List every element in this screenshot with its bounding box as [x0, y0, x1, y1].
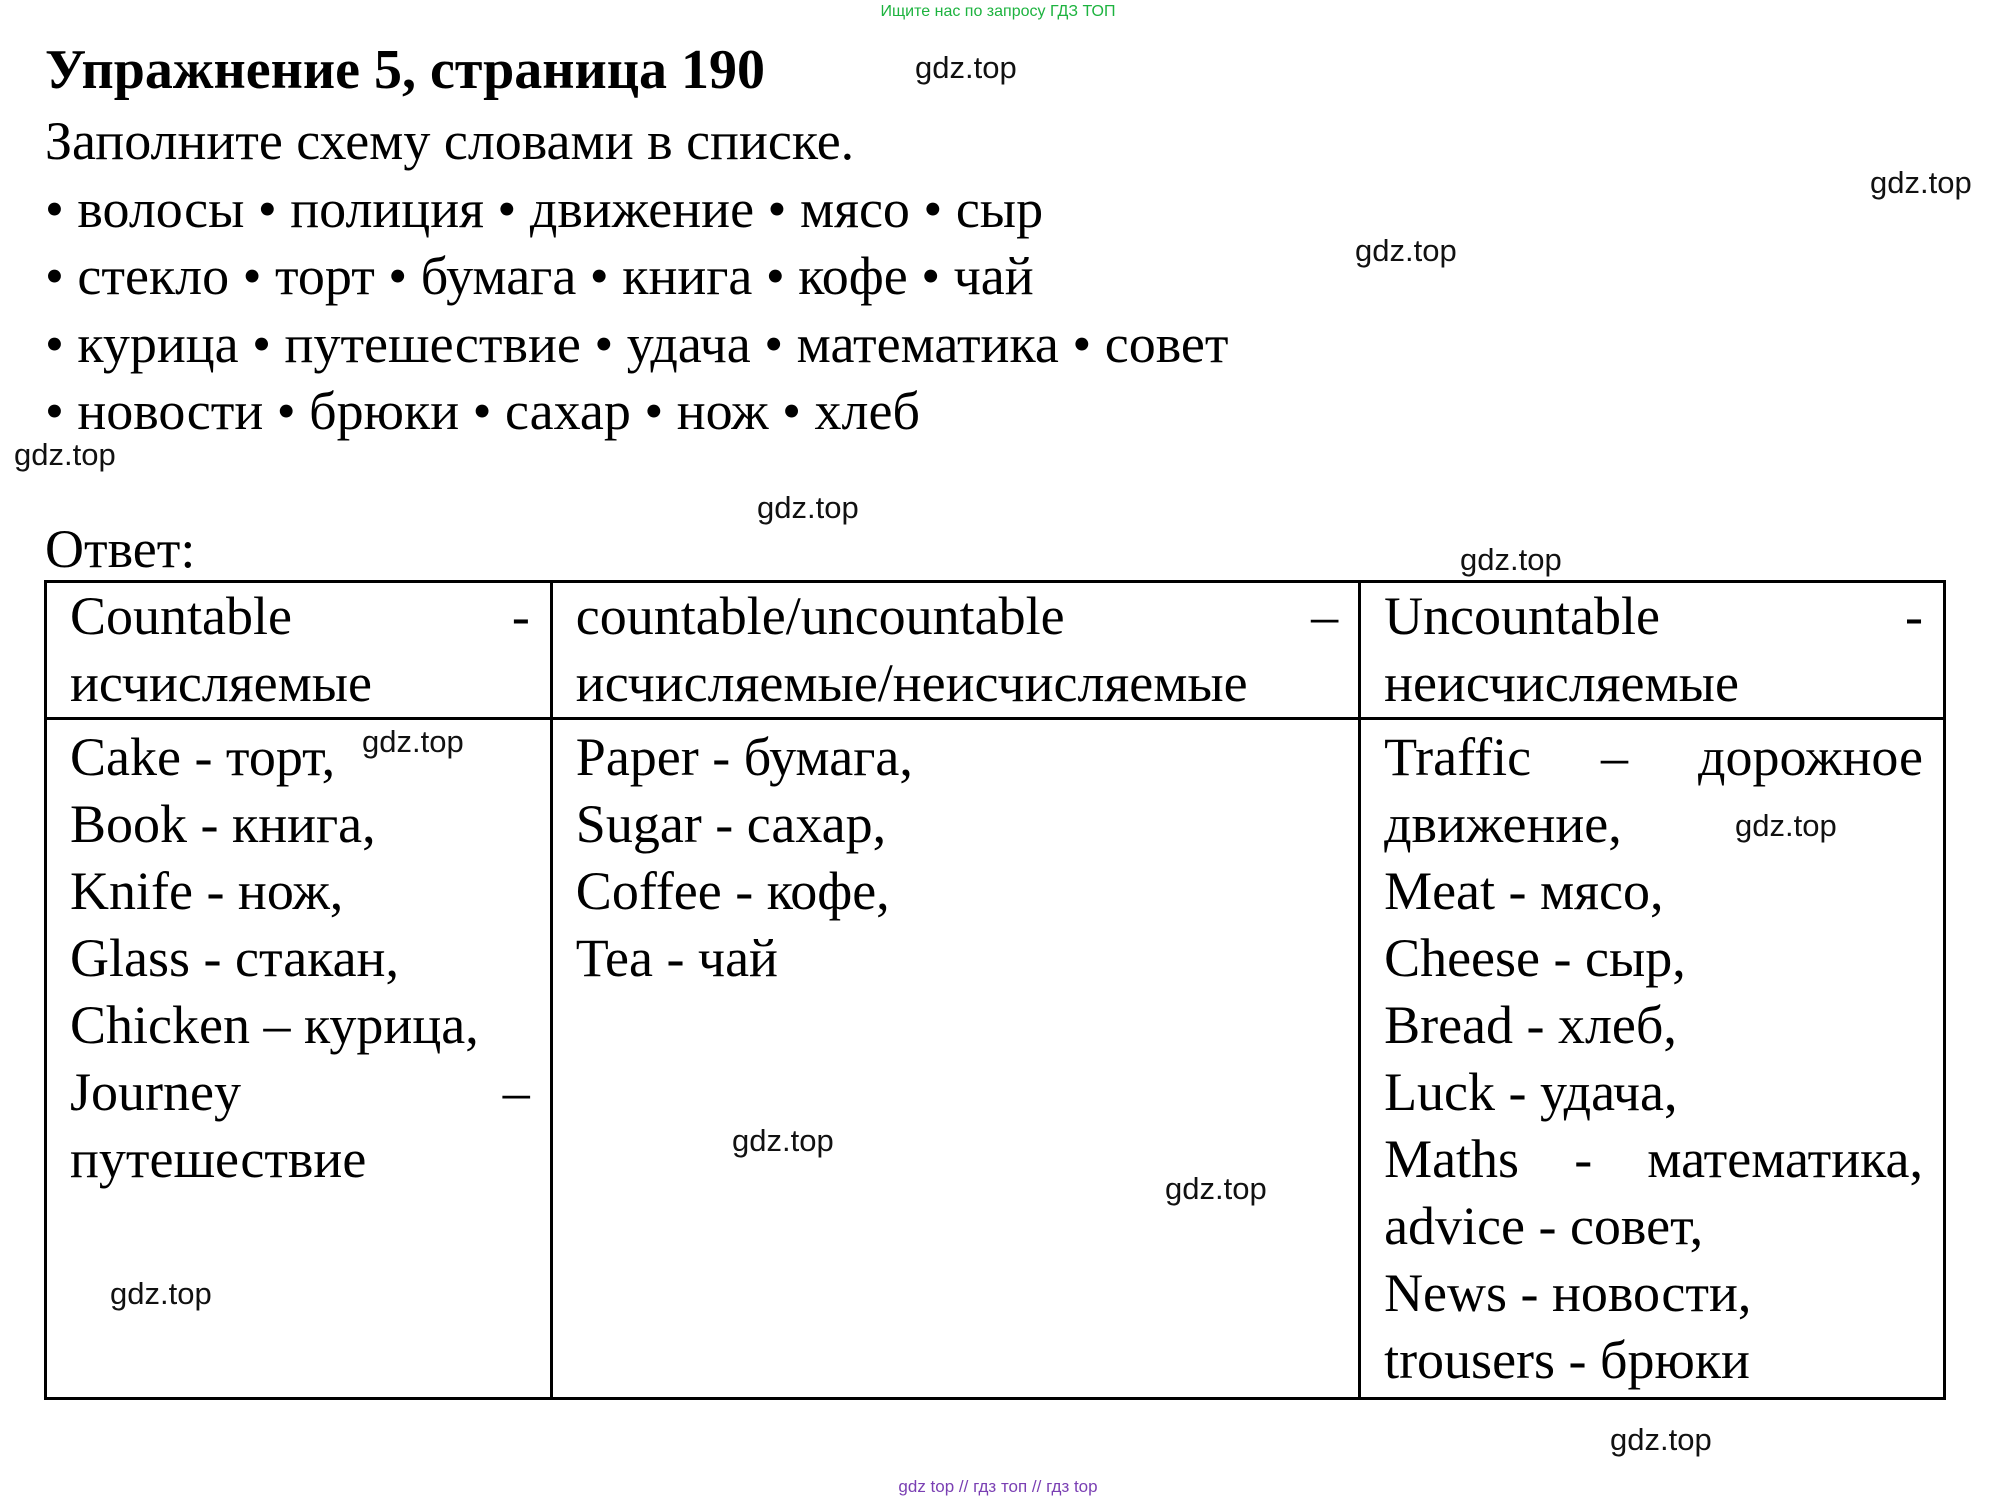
- list-item: Maths - математика,: [1384, 1129, 1923, 1189]
- word-list-line: • новости • брюки • сахар • нож • хлеб: [45, 381, 920, 441]
- list-item: Cheese - сыр,: [1384, 928, 1686, 988]
- both-cell: [551, 719, 1359, 1399]
- word-list-line: • курица • путешествие • удача • математика • совет: [45, 314, 1229, 374]
- list-item: Chicken – курица,: [70, 995, 479, 1055]
- list-item: Meat - мясо,: [1384, 861, 1664, 921]
- watermark: gdz.top: [14, 437, 116, 472]
- list-item: Tea - чай: [575, 928, 778, 988]
- list-item: trousers - брюки: [1384, 1330, 1750, 1390]
- watermark: gdz.top: [1460, 542, 1562, 577]
- top-note: Ищите нас по запросу ГДЗ ТОП: [880, 3, 1116, 20]
- watermark: gdz.top: [1355, 233, 1457, 268]
- list-item: движение,: [1384, 794, 1622, 854]
- answer-table: [44, 580, 1946, 1400]
- word-list-line: • волосы • полиция • движение • мясо • сыр: [45, 179, 1044, 239]
- list-item: Sugar - сахар,: [575, 794, 887, 854]
- watermark: gdz.top: [110, 1276, 212, 1311]
- uncountable-cell: [1360, 719, 1945, 1399]
- list-item: Bread - хлеб,: [1384, 995, 1677, 1055]
- instruction: Заполните схему словами в списке.: [45, 111, 855, 171]
- answer-label: Ответ:: [45, 519, 196, 579]
- header-uncountable: Uncountable - неисчисляемые: [1360, 582, 1945, 719]
- table-row: [46, 719, 1945, 1399]
- list-item: advice - совет,: [1384, 1196, 1704, 1256]
- list-item: Traffic – дорожное: [1384, 727, 1923, 787]
- list-item: Knife - нож,: [70, 861, 344, 921]
- word-list-line: • стекло • торт • бумага • книга • кофе • чай: [45, 246, 1034, 306]
- watermark: gdz.top: [1735, 808, 1837, 843]
- list-item: путешествие: [70, 1129, 367, 1189]
- page-title: Упражнение 5, страница 190: [45, 39, 766, 101]
- watermark: gdz.top: [915, 50, 1017, 85]
- table-header-row: [46, 582, 1945, 719]
- watermark: gdz.top: [1870, 165, 1972, 200]
- list-item: Coffee - кофе,: [575, 861, 890, 921]
- footer: gdz top // гдз топ // гдз top: [898, 1477, 1098, 1496]
- watermark: gdz.top: [757, 490, 859, 525]
- list-item: Luck - удача,: [1384, 1062, 1678, 1122]
- watermark: gdz.top: [1165, 1171, 1267, 1206]
- list-item: Paper - бумага,: [575, 727, 913, 787]
- header-countable: Countable - исчисляемые: [46, 582, 552, 719]
- header-countable-uncountable: countable/uncountable – исчисляемые/неисчисляемые: [551, 582, 1359, 719]
- list-item: News - новости,: [1384, 1263, 1752, 1323]
- watermark: gdz.top: [362, 724, 464, 759]
- watermark: gdz.top: [732, 1123, 834, 1158]
- list-item: Cake - торт,: [70, 727, 336, 787]
- watermark: gdz.top: [1610, 1422, 1712, 1457]
- list-item: Journey –: [70, 1062, 530, 1122]
- list-item: Glass - стакан,: [70, 928, 399, 988]
- list-item: Book - книга,: [70, 794, 376, 854]
